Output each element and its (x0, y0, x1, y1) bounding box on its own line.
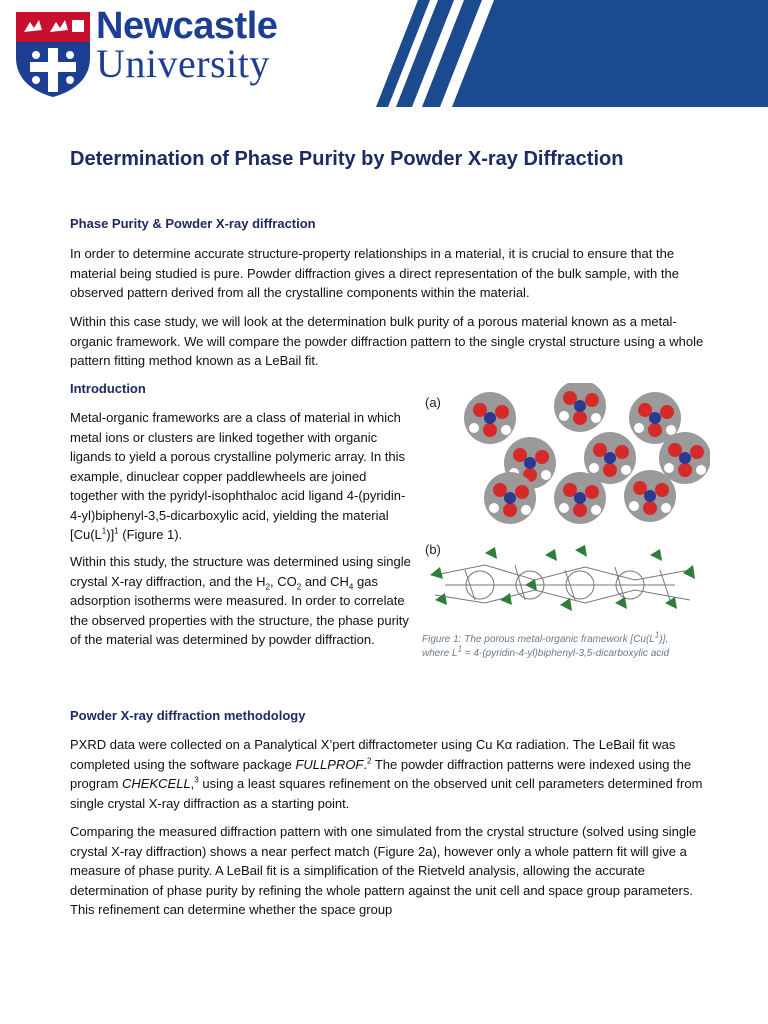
paragraph-methodology-2: Comparing the measured diffraction pattern with one simulated from the crystal structure (solved using single crystal X-ray diffraction) shows a near perfect match (Figure 2a), however only a whole pattern fit will give a measure of phase purity. A LeBail fit is a simplification of the Rietveld analysis, allowing the accurate determination of phase purity by refining the whole pattern against the unit cell and space group parameters. This refinement can determine whether the space group (70, 824, 697, 917)
section-heading-phase-purity: Phase Purity & Powder X-ray diffraction (70, 216, 316, 231)
logo-wordmark-line1: Newcastle (96, 5, 278, 47)
mof-framework-stick-image (425, 545, 700, 625)
paragraph-phase-purity-2: Within this case study, we will look at the determination bulk purity of a porous material known as a metal-organic framework. We will compare the powder diffraction pattern to the single crystal structure using a whole pattern fitting method known as a LeBail fit. (70, 314, 704, 368)
paragraph-phase-purity-1: In order to determine accurate structure-property relationships in a material, it is crucial to ensure that the material being studied is pure. Powder diffraction gives a direct representation of the bulk sample, with the observed pattern derived from all the crystalline components within the material. (70, 246, 679, 300)
university-shield-logo (14, 10, 92, 98)
header-stripes-decoration (348, 0, 768, 107)
paragraph-methodology-1: PXRD data were collected on a Panalytical X’pert diffractometer using Cu Kα radiation. The LeBail fit was completed using the software package FULLPROF.$^2$ The powder diffraction patterns were indexed using the program CHEKCELL,$^3$ using a least squares refinement on the observed unit cell parameters determined from single crystal X-ray diffraction as a starting point. (70, 737, 703, 811)
paragraph-introduction-1: Metal-organic frameworks are a class of material in which metal ions or clusters are linked together with organic ligands to yield a porous crystalline polymeric array. In this example, dinuclear copper paddlewheels are joined together with the pyridyl-isophthaloc acid ligand 4-(pyridin-4-yl)biphenyl-3,5-dicarboxylic acid, yielding the material $[Cu(L^1)]^1$ (Figure 1). (70, 410, 406, 542)
mof-spacefill-structure-image (455, 383, 710, 528)
page-title: Determination of Phase Purity by Powder X-ray Diffraction (70, 148, 624, 170)
section-heading-introduction: Introduction (70, 381, 146, 396)
section-heading-methodology: Powder X-ray diffraction methodology (70, 708, 306, 723)
figure-label-b: (b) (425, 542, 441, 557)
logo-wordmark-line2: University (96, 41, 270, 86)
figure-label-a: (a) (425, 395, 441, 410)
paragraph-introduction-2: Within this study, the structure was determined using single crystal X-ray diffraction, and the $H_2$, $CO_2$ and $CH_4$ gas adsorption isotherms were measured. In order to correlate the observed properties with the structure, the phase purity of the material was determined by powder diffraction. (70, 554, 411, 647)
figure-1-caption: Figure 1: The porous metal-organic framework $[Cu(L^1)]$, where $L^1$ = 4-(pyridin-4-yl)biphenyl-3,5-dicarboxylic acid (422, 630, 670, 659)
